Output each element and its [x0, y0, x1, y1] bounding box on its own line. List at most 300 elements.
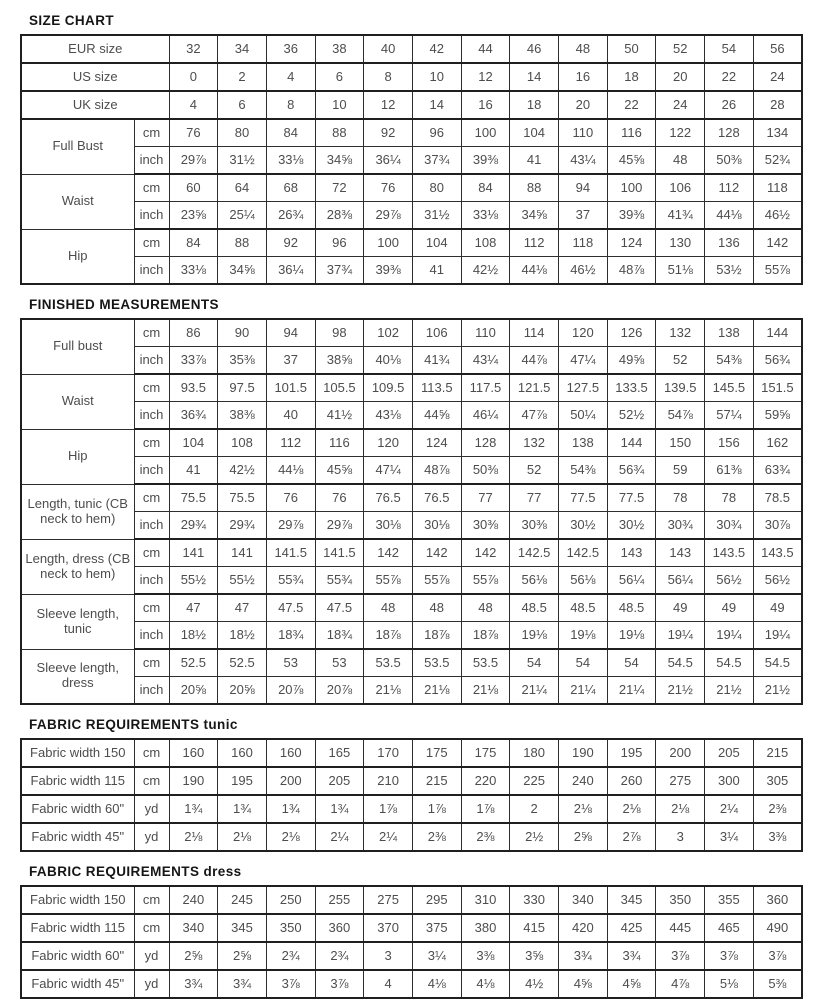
value-cell: 350 — [656, 886, 705, 914]
value-cell: 47 — [218, 594, 267, 622]
value-cell: 130 — [656, 229, 705, 257]
value-cell: 29⅞ — [169, 147, 218, 175]
value-cell: 55¾ — [315, 567, 364, 595]
value-cell: 142 — [461, 539, 510, 567]
unit-cell: yd — [134, 970, 169, 998]
value-cell: 42½ — [461, 257, 510, 285]
table-row — [21, 823, 802, 851]
value-cell: 110 — [559, 119, 608, 147]
value-cell: 32 — [169, 35, 218, 63]
value-cell: 37 — [559, 202, 608, 230]
row-label: Fabric width 60" — [21, 795, 134, 823]
value-cell: 2¼ — [364, 823, 413, 851]
value-cell: 78 — [656, 484, 705, 512]
value-cell: 4 — [364, 970, 413, 998]
value-cell: 210 — [364, 767, 413, 795]
value-cell: 4⅛ — [412, 970, 461, 998]
value-cell: 118 — [559, 229, 608, 257]
value-cell: 250 — [266, 886, 315, 914]
section-fabric-requirements-dress — [20, 864, 803, 999]
value-cell: 38 — [315, 35, 364, 63]
table-row — [21, 970, 802, 998]
value-cell: 94 — [559, 174, 608, 202]
table-row — [21, 119, 802, 147]
value-cell: 38⅜ — [218, 402, 267, 430]
value-cell: 76 — [266, 484, 315, 512]
value-cell: 8 — [364, 63, 413, 91]
value-cell: 47¼ — [364, 457, 413, 485]
table-row — [21, 374, 802, 402]
table-row — [21, 91, 802, 119]
value-cell: 18¾ — [315, 622, 364, 650]
value-cell: 80 — [412, 174, 461, 202]
value-cell: 100 — [364, 229, 413, 257]
value-cell: 215 — [753, 739, 802, 767]
value-cell: 220 — [461, 767, 510, 795]
value-cell: 19¼ — [753, 622, 802, 650]
value-cell: 72 — [315, 174, 364, 202]
value-cell: 88 — [218, 229, 267, 257]
table-row — [21, 63, 802, 91]
table-row — [21, 677, 802, 705]
table-row — [21, 594, 802, 622]
value-cell: 128 — [705, 119, 754, 147]
value-cell: 6 — [218, 91, 267, 119]
value-cell: 375 — [412, 914, 461, 942]
value-cell: 143.5 — [705, 539, 754, 567]
value-cell: 64 — [218, 174, 267, 202]
value-cell: 110 — [461, 319, 510, 347]
value-cell: 96 — [315, 229, 364, 257]
value-cell: 225 — [510, 767, 559, 795]
value-cell: 24 — [656, 91, 705, 119]
unit-cell: inch — [134, 402, 169, 430]
value-cell: 94 — [266, 319, 315, 347]
value-cell: 54⅜ — [559, 457, 608, 485]
table-row — [21, 457, 802, 485]
value-cell: 2⅝ — [218, 942, 267, 970]
value-cell: 465 — [705, 914, 754, 942]
value-cell: 29¾ — [218, 512, 267, 540]
value-cell: 84 — [266, 119, 315, 147]
value-cell: 30⅛ — [364, 512, 413, 540]
value-cell: 144 — [753, 319, 802, 347]
value-cell: 44⅛ — [705, 202, 754, 230]
value-cell: 275 — [656, 767, 705, 795]
value-cell: 21¼ — [607, 677, 656, 705]
value-cell: 124 — [607, 229, 656, 257]
value-cell: 12 — [461, 63, 510, 91]
value-cell: 151.5 — [753, 374, 802, 402]
unit-cell: cm — [134, 374, 169, 402]
value-cell: 133.5 — [607, 374, 656, 402]
value-cell: 48.5 — [510, 594, 559, 622]
value-cell: 355 — [705, 886, 754, 914]
unit-cell: inch — [134, 457, 169, 485]
value-cell: 54.5 — [705, 649, 754, 677]
value-cell: 23⅝ — [169, 202, 218, 230]
value-cell: 104 — [169, 429, 218, 457]
value-cell: 30¾ — [656, 512, 705, 540]
finished-measurements-table — [20, 318, 803, 705]
unit-cell: cm — [134, 767, 169, 795]
value-cell: 240 — [169, 886, 218, 914]
value-cell: 40⅛ — [364, 347, 413, 375]
value-cell: 105.5 — [315, 374, 364, 402]
value-cell: 76 — [364, 174, 413, 202]
table-row — [21, 795, 802, 823]
table-row — [21, 886, 802, 914]
value-cell: 2⅜ — [461, 823, 510, 851]
value-cell: 112 — [266, 429, 315, 457]
fabric-tunic-title: FABRIC REQUIREMENTS tunic — [29, 717, 238, 732]
value-cell: 142 — [412, 539, 461, 567]
value-cell: 150 — [656, 429, 705, 457]
value-cell: 44⅞ — [510, 347, 559, 375]
section-fabric-requirements-tunic — [20, 717, 803, 852]
value-cell: 47.5 — [266, 594, 315, 622]
value-cell: 34⅝ — [510, 202, 559, 230]
value-cell: 36 — [266, 35, 315, 63]
table-row — [21, 174, 802, 202]
value-cell: 12 — [364, 91, 413, 119]
value-cell: 59 — [656, 457, 705, 485]
value-cell: 275 — [364, 886, 413, 914]
value-cell: 48 — [559, 35, 608, 63]
value-cell: 5⅜ — [753, 970, 802, 998]
value-cell: 21½ — [753, 677, 802, 705]
value-cell: 35⅜ — [218, 347, 267, 375]
value-cell: 127.5 — [559, 374, 608, 402]
value-cell: 56 — [753, 35, 802, 63]
value-cell: 26¾ — [266, 202, 315, 230]
value-cell: 18⅞ — [364, 622, 413, 650]
value-cell: 28⅜ — [315, 202, 364, 230]
value-cell: 53 — [315, 649, 364, 677]
unit-cell: yd — [134, 795, 169, 823]
value-cell: 100 — [607, 174, 656, 202]
value-cell: 345 — [218, 914, 267, 942]
value-cell: 104 — [510, 119, 559, 147]
value-cell: 47¼ — [559, 347, 608, 375]
row-label: EUR size — [21, 35, 169, 63]
value-cell: 38⅝ — [315, 347, 364, 375]
value-cell: 215 — [412, 767, 461, 795]
value-cell: 31½ — [412, 202, 461, 230]
unit-cell: cm — [134, 119, 169, 147]
value-cell: 75.5 — [169, 484, 218, 512]
value-cell: 109.5 — [364, 374, 413, 402]
value-cell: 143 — [656, 539, 705, 567]
value-cell: 2⅛ — [169, 823, 218, 851]
value-cell: 0 — [169, 63, 218, 91]
unit-cell: cm — [134, 739, 169, 767]
value-cell: 41¾ — [656, 202, 705, 230]
value-cell: 43¼ — [559, 147, 608, 175]
value-cell: 54⅜ — [705, 347, 754, 375]
value-cell: 104 — [412, 229, 461, 257]
value-cell: 1⅞ — [364, 795, 413, 823]
value-cell: 54⅞ — [656, 402, 705, 430]
value-cell: 26 — [705, 91, 754, 119]
value-cell: 310 — [461, 886, 510, 914]
value-cell: 56⅛ — [559, 567, 608, 595]
value-cell: 76.5 — [412, 484, 461, 512]
value-cell: 2 — [218, 63, 267, 91]
value-cell: 16 — [559, 63, 608, 91]
value-cell: 24 — [753, 63, 802, 91]
value-cell: 49 — [753, 594, 802, 622]
value-cell: 100 — [461, 119, 510, 147]
row-label: Full bust — [21, 319, 134, 374]
value-cell: 39⅜ — [607, 202, 656, 230]
value-cell: 18⅞ — [412, 622, 461, 650]
value-cell: 136 — [705, 229, 754, 257]
value-cell: 3⅞ — [656, 942, 705, 970]
value-cell: 3⅞ — [753, 942, 802, 970]
value-cell: 60 — [169, 174, 218, 202]
unit-cell: cm — [134, 429, 169, 457]
value-cell: 77 — [461, 484, 510, 512]
value-cell: 33⅞ — [169, 347, 218, 375]
value-cell: 56¾ — [607, 457, 656, 485]
value-cell: 56¾ — [753, 347, 802, 375]
value-cell: 54 — [607, 649, 656, 677]
value-cell: 240 — [559, 767, 608, 795]
size-chart-table — [20, 34, 803, 285]
unit-cell: inch — [134, 147, 169, 175]
value-cell: 2¾ — [266, 942, 315, 970]
value-cell: 93.5 — [169, 374, 218, 402]
value-cell: 20 — [559, 91, 608, 119]
value-cell: 175 — [461, 739, 510, 767]
value-cell: 44⅝ — [412, 402, 461, 430]
value-cell: 47 — [169, 594, 218, 622]
value-cell: 90 — [218, 319, 267, 347]
row-label: Length, tunic (CB neck to hem) — [21, 484, 134, 539]
row-label: Full Bust — [21, 119, 134, 174]
value-cell: 20⅝ — [218, 677, 267, 705]
value-cell: 245 — [218, 886, 267, 914]
value-cell: 30⅜ — [461, 512, 510, 540]
value-cell: 3¼ — [412, 942, 461, 970]
value-cell: 30½ — [607, 512, 656, 540]
value-cell: 18⅞ — [461, 622, 510, 650]
value-cell: 2⅜ — [753, 795, 802, 823]
value-cell: 55¾ — [266, 567, 315, 595]
value-cell: 141.5 — [266, 539, 315, 567]
value-cell: 3¾ — [218, 970, 267, 998]
value-cell: 360 — [315, 914, 364, 942]
value-cell: 138 — [559, 429, 608, 457]
value-cell: 48 — [412, 594, 461, 622]
value-cell: 112 — [705, 174, 754, 202]
value-cell: 20 — [656, 63, 705, 91]
value-cell: 54 — [510, 649, 559, 677]
row-label: UK size — [21, 91, 169, 119]
value-cell: 114 — [510, 319, 559, 347]
value-cell: 1¾ — [315, 795, 364, 823]
value-cell: 2¼ — [705, 795, 754, 823]
value-cell: 53.5 — [461, 649, 510, 677]
value-cell: 48 — [461, 594, 510, 622]
value-cell: 6 — [315, 63, 364, 91]
value-cell: 132 — [656, 319, 705, 347]
value-cell: 2⅛ — [266, 823, 315, 851]
value-cell: 61⅜ — [705, 457, 754, 485]
row-label: Waist — [21, 174, 134, 229]
value-cell: 84 — [461, 174, 510, 202]
value-cell: 77.5 — [559, 484, 608, 512]
value-cell: 48⅞ — [607, 257, 656, 285]
table-row — [21, 649, 802, 677]
fabric-tunic-table — [20, 738, 803, 852]
value-cell: 2⅛ — [656, 795, 705, 823]
value-cell: 36¾ — [169, 402, 218, 430]
value-cell: 56⅛ — [510, 567, 559, 595]
value-cell: 1⅞ — [461, 795, 510, 823]
value-cell: 3¾ — [559, 942, 608, 970]
unit-cell: cm — [134, 484, 169, 512]
value-cell: 3 — [364, 942, 413, 970]
value-cell: 39⅜ — [461, 147, 510, 175]
row-label: Fabric width 45" — [21, 823, 134, 851]
value-cell: 29⅞ — [364, 202, 413, 230]
value-cell: 63¾ — [753, 457, 802, 485]
value-cell: 78 — [705, 484, 754, 512]
unit-cell: yd — [134, 823, 169, 851]
value-cell: 195 — [218, 767, 267, 795]
fabric-dress-title: FABRIC REQUIREMENTS dress — [29, 864, 242, 879]
unit-cell: inch — [134, 202, 169, 230]
value-cell: 142.5 — [559, 539, 608, 567]
value-cell: 46 — [510, 35, 559, 63]
value-cell: 88 — [510, 174, 559, 202]
unit-cell: cm — [134, 914, 169, 942]
value-cell: 92 — [364, 119, 413, 147]
value-cell: 156 — [705, 429, 754, 457]
row-label: Fabric width 45" — [21, 970, 134, 998]
value-cell: 170 — [364, 739, 413, 767]
unit-cell: cm — [134, 649, 169, 677]
value-cell: 3⅞ — [705, 942, 754, 970]
value-cell: 101.5 — [266, 374, 315, 402]
value-cell: 43⅛ — [364, 402, 413, 430]
value-cell: 141.5 — [315, 539, 364, 567]
value-cell: 42 — [412, 35, 461, 63]
value-cell: 200 — [266, 767, 315, 795]
value-cell: 108 — [461, 229, 510, 257]
value-cell: 34⅝ — [315, 147, 364, 175]
value-cell: 120 — [559, 319, 608, 347]
value-cell: 120 — [364, 429, 413, 457]
value-cell: 46½ — [559, 257, 608, 285]
value-cell: 50⅜ — [705, 147, 754, 175]
value-cell: 30⅞ — [753, 512, 802, 540]
value-cell: 4 — [169, 91, 218, 119]
value-cell: 19¼ — [705, 622, 754, 650]
value-cell: 39⅜ — [364, 257, 413, 285]
value-cell: 50⅜ — [461, 457, 510, 485]
value-cell: 1¾ — [266, 795, 315, 823]
value-cell: 88 — [315, 119, 364, 147]
value-cell: 21⅛ — [461, 677, 510, 705]
value-cell: 20⅞ — [266, 677, 315, 705]
value-cell: 345 — [607, 886, 656, 914]
value-cell: 22 — [607, 91, 656, 119]
value-cell: 118 — [753, 174, 802, 202]
value-cell: 145.5 — [705, 374, 754, 402]
value-cell: 30⅜ — [510, 512, 559, 540]
value-cell: 112 — [510, 229, 559, 257]
value-cell: 260 — [607, 767, 656, 795]
value-cell: 8 — [266, 91, 315, 119]
value-cell: 1⅞ — [412, 795, 461, 823]
value-cell: 52 — [656, 35, 705, 63]
value-cell: 2 — [510, 795, 559, 823]
value-cell: 350 — [266, 914, 315, 942]
value-cell: 141 — [218, 539, 267, 567]
unit-cell: yd — [134, 942, 169, 970]
value-cell: 10 — [412, 63, 461, 91]
value-cell: 4½ — [510, 970, 559, 998]
value-cell: 190 — [169, 767, 218, 795]
value-cell: 55⅞ — [412, 567, 461, 595]
value-cell: 33⅛ — [461, 202, 510, 230]
value-cell: 19⅛ — [559, 622, 608, 650]
value-cell: 56¼ — [607, 567, 656, 595]
value-cell: 22 — [705, 63, 754, 91]
value-cell: 340 — [559, 886, 608, 914]
value-cell: 45⅝ — [607, 147, 656, 175]
value-cell: 98 — [315, 319, 364, 347]
value-cell: 3¾ — [169, 970, 218, 998]
value-cell: 2⅜ — [412, 823, 461, 851]
value-cell: 132 — [510, 429, 559, 457]
value-cell: 14 — [412, 91, 461, 119]
section-finished-measurements — [20, 297, 803, 705]
value-cell: 33⅛ — [169, 257, 218, 285]
value-cell: 29¾ — [169, 512, 218, 540]
table-row — [21, 35, 802, 63]
value-cell: 48⅞ — [412, 457, 461, 485]
value-cell: 3⅜ — [753, 823, 802, 851]
value-cell: 52¾ — [753, 147, 802, 175]
value-cell: 2½ — [510, 823, 559, 851]
value-cell: 37 — [266, 347, 315, 375]
value-cell: 75.5 — [218, 484, 267, 512]
value-cell: 1¾ — [218, 795, 267, 823]
value-cell: 68 — [266, 174, 315, 202]
value-cell: 44⅛ — [510, 257, 559, 285]
value-cell: 78.5 — [753, 484, 802, 512]
value-cell: 41¾ — [412, 347, 461, 375]
value-cell: 52½ — [607, 402, 656, 430]
value-cell: 20⅝ — [169, 677, 218, 705]
value-cell: 19⅛ — [607, 622, 656, 650]
row-label: Hip — [21, 229, 134, 284]
value-cell: 160 — [218, 739, 267, 767]
value-cell: 55⅞ — [461, 567, 510, 595]
value-cell: 97.5 — [218, 374, 267, 402]
value-cell: 43¼ — [461, 347, 510, 375]
value-cell: 21½ — [705, 677, 754, 705]
value-cell: 255 — [315, 886, 364, 914]
row-label: Sleeve length, dress — [21, 649, 134, 704]
value-cell: 2⅛ — [559, 795, 608, 823]
value-cell: 121.5 — [510, 374, 559, 402]
value-cell: 40 — [266, 402, 315, 430]
